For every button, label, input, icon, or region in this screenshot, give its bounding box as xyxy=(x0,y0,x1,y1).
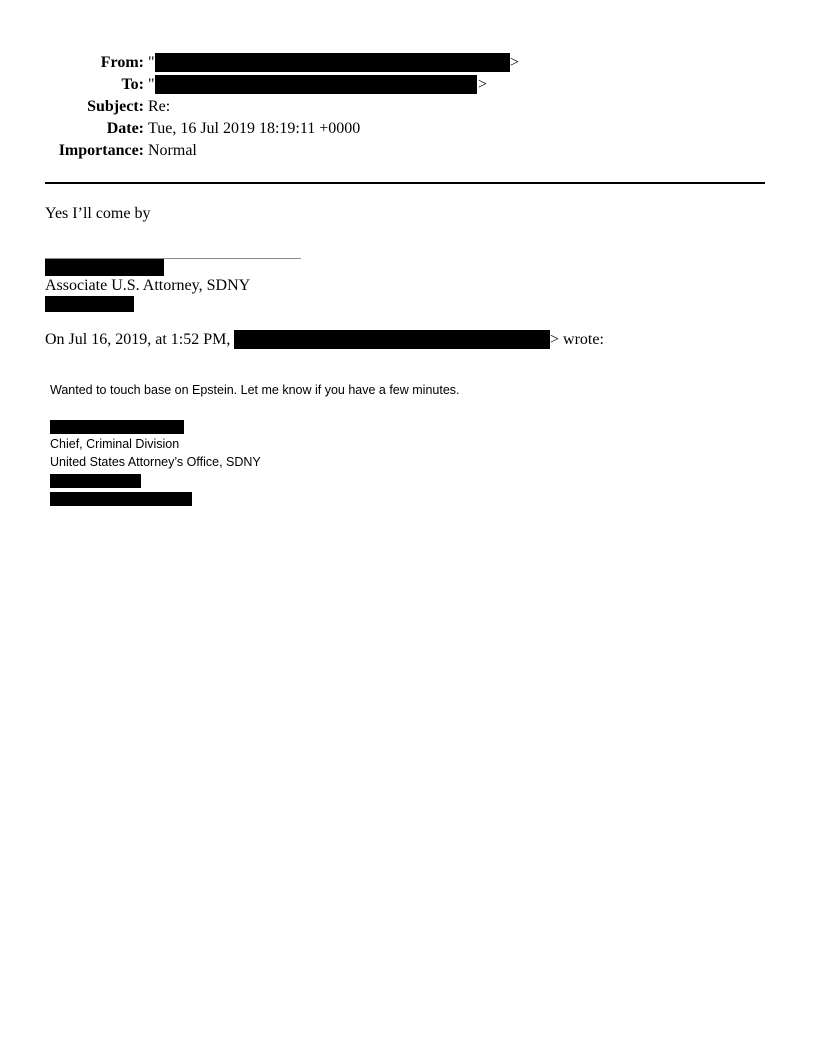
signer-name-redaction xyxy=(45,259,164,276)
importance-value: Normal xyxy=(148,142,197,159)
subject-value: Re: xyxy=(148,98,171,115)
reply-text: Yes I’ll come by xyxy=(45,205,151,222)
subject-label: Subject: xyxy=(87,98,144,115)
date-label: Date: xyxy=(106,120,144,137)
quoted-signer-name-redaction xyxy=(50,420,184,434)
header-divider xyxy=(45,182,765,184)
quoted-signature-title: Chief, Criminal Division xyxy=(50,437,180,451)
signer-contact-redaction xyxy=(45,296,134,312)
quote-intro-prefix: On Jul 16, 2019, at 1:52 PM, xyxy=(45,331,231,348)
to-prefix: " xyxy=(148,76,155,93)
quoted-signature-office: United States Attorney’s Office, SDNY xyxy=(50,455,261,469)
reply-signature-title: Associate U.S. Attorney, SDNY xyxy=(45,277,251,294)
from-label: From: xyxy=(100,54,144,71)
quoted-phone-redaction xyxy=(50,474,141,488)
to-redaction xyxy=(155,75,477,94)
quote-sender-redaction xyxy=(234,330,550,349)
date-value: Tue, 16 Jul 2019 18:19:11 +0000 xyxy=(148,120,361,137)
from-suffix: > xyxy=(510,54,520,71)
from-redaction xyxy=(155,53,510,72)
quote-intro-suffix: > wrote: xyxy=(550,331,604,348)
to-suffix: > xyxy=(478,76,488,93)
quoted-email-redaction xyxy=(50,492,192,506)
from-prefix: " xyxy=(148,54,155,71)
importance-label: Importance: xyxy=(58,142,144,159)
quoted-message: Wanted to touch base on Epstein. Let me know if you have a few minutes. xyxy=(50,383,460,397)
to-label: To: xyxy=(121,76,144,93)
